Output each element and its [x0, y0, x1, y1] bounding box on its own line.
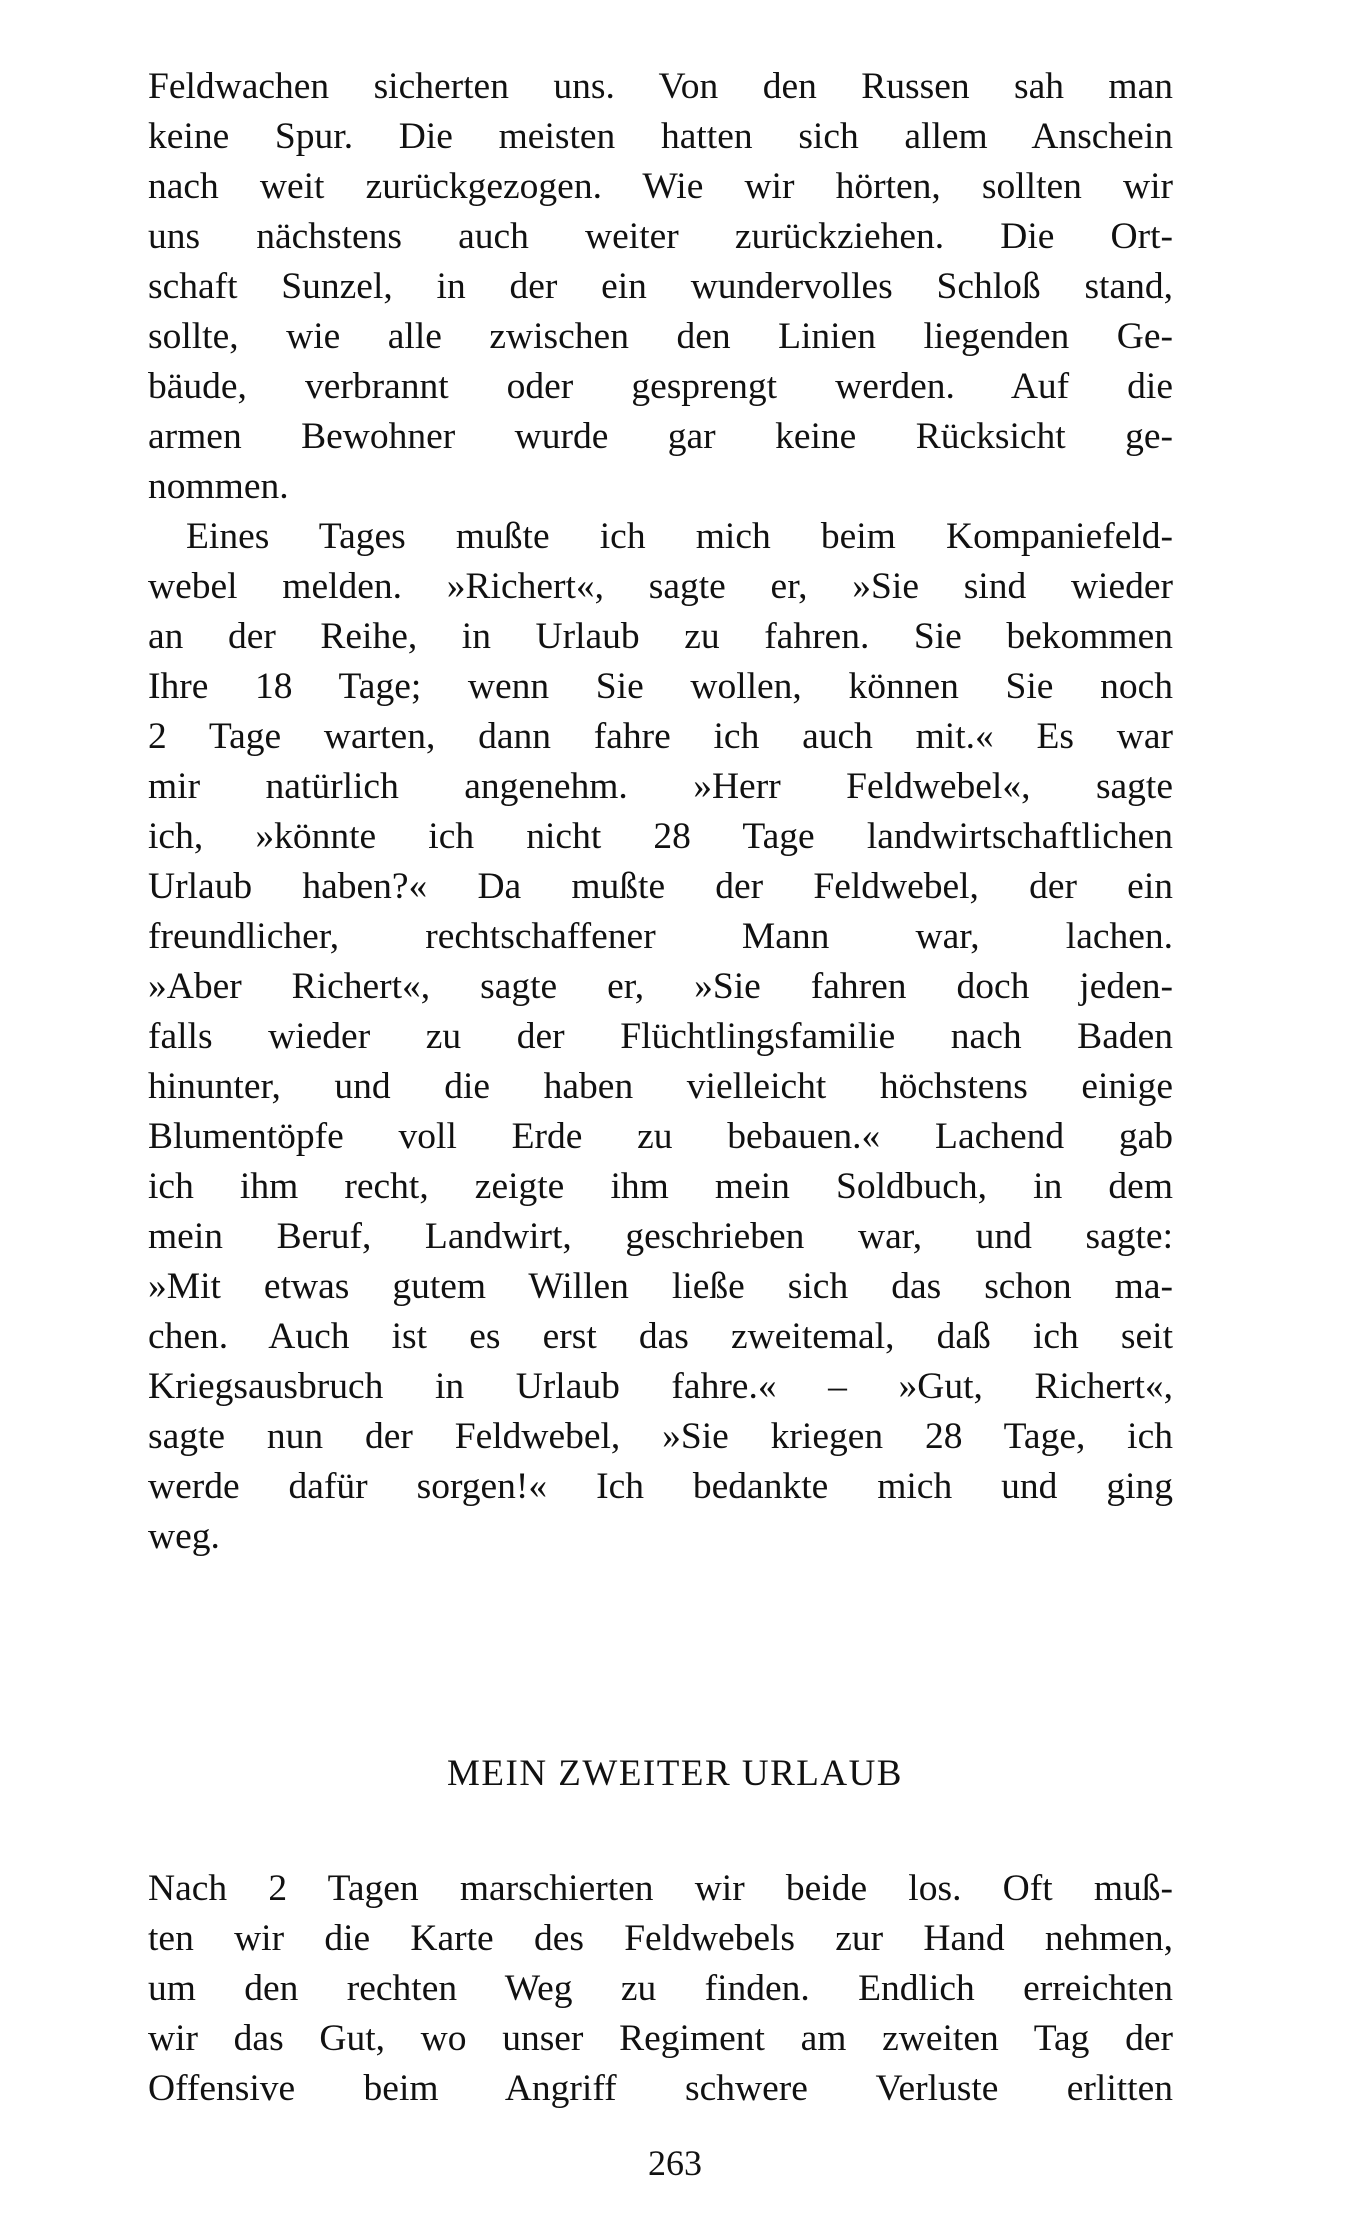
- text-line: bäude, verbrannt oder gesprengt werden. Auf die: [148, 366, 1173, 407]
- text-line: Blumentöpfe voll Erde zu bebauen.« Lachend gab: [148, 1116, 1173, 1157]
- text-line: nommen.: [148, 466, 289, 507]
- text-line: um den rechten Weg zu finden. Endlich erreichten: [148, 1968, 1173, 2009]
- text-line: Feldwachen sicherten uns. Von den Russen sah man: [148, 66, 1173, 107]
- body-text-bottom: [148, 1864, 1173, 2114]
- text-line: hinunter, und die haben vielleicht höchstens einige: [148, 1066, 1173, 1107]
- text-line: Ihre 18 Tage; wenn Sie wollen, können Sie noch: [148, 666, 1173, 707]
- text-line: nach weit zurückgezogen. Wie wir hörten, sollten wir: [148, 166, 1173, 207]
- text-line: »Mit etwas gutem Willen ließe sich das schon ma-: [148, 1266, 1173, 1307]
- body-text-top: [148, 62, 1173, 1562]
- text-line: falls wieder zu der Flüchtlingsfamilie nach Baden: [148, 1016, 1173, 1057]
- text-line: ich, »könnte ich nicht 28 Tage landwirtschaftlichen: [148, 816, 1173, 857]
- text-line: webel melden. »Richert«, sagte er, »Sie sind wieder: [148, 566, 1173, 607]
- text-line: werde dafür sorgen!« Ich bedankte mich und ging: [148, 1466, 1173, 1507]
- text-line: an der Reihe, in Urlaub zu fahren. Sie bekommen: [148, 616, 1173, 657]
- text-line: sagte nun der Feldwebel, »Sie kriegen 28 Tage, ich: [148, 1416, 1173, 1457]
- text-line: Nach 2 Tagen marschierten wir beide los. Oft muß-: [148, 1868, 1173, 1909]
- text-line: mir natürlich angenehm. »Herr Feldwebel«, sagte: [148, 766, 1173, 807]
- text-line: weg.: [148, 1516, 220, 1557]
- text-line: sollte, wie alle zwischen den Linien liegenden Ge-: [148, 316, 1173, 357]
- text-line: wir das Gut, wo unser Regiment am zweiten Tag der: [148, 2018, 1173, 2059]
- text-line: »Aber Richert«, sagte er, »Sie fahren doch jeden-: [148, 966, 1173, 1007]
- text-line: uns nächstens auch weiter zurückziehen. Die Ort-: [148, 216, 1173, 257]
- text-line: ten wir die Karte des Feldwebels zur Hand nehmen,: [148, 1918, 1173, 1959]
- text-line: armen Bewohner wurde gar keine Rücksicht ge-: [148, 416, 1173, 457]
- text-line: keine Spur. Die meisten hatten sich allem Anschein: [148, 116, 1173, 157]
- text-line: mein Beruf, Landwirt, geschrieben war, und sagte:: [148, 1216, 1173, 1257]
- section-heading: MEIN ZWEITER URLAUB: [447, 1753, 903, 1794]
- text-line: Eines Tages mußte ich mich beim Kompaniefeld-: [186, 516, 1173, 557]
- text-line: ich ihm recht, zeigte ihm mein Soldbuch, in dem: [148, 1166, 1173, 1207]
- text-line: Offensive beim Angriff schwere Verluste erlitten: [148, 2068, 1173, 2109]
- text-line: schaft Sunzel, in der ein wundervolles Schloß stand,: [148, 266, 1173, 307]
- page-number: 263: [648, 2143, 702, 2183]
- text-line: freundlicher, rechtschaffener Mann war, lachen.: [148, 916, 1173, 957]
- text-line: 2 Tage warten, dann fahre ich auch mit.« Es war: [148, 716, 1173, 757]
- text-line: Urlaub haben?« Da mußte der Feldwebel, der ein: [148, 866, 1173, 907]
- text-line: Kriegsausbruch in Urlaub fahre.« – »Gut, Richert«,: [148, 1366, 1173, 1407]
- text-line: chen. Auch ist es erst das zweitemal, daß ich seit: [148, 1316, 1173, 1357]
